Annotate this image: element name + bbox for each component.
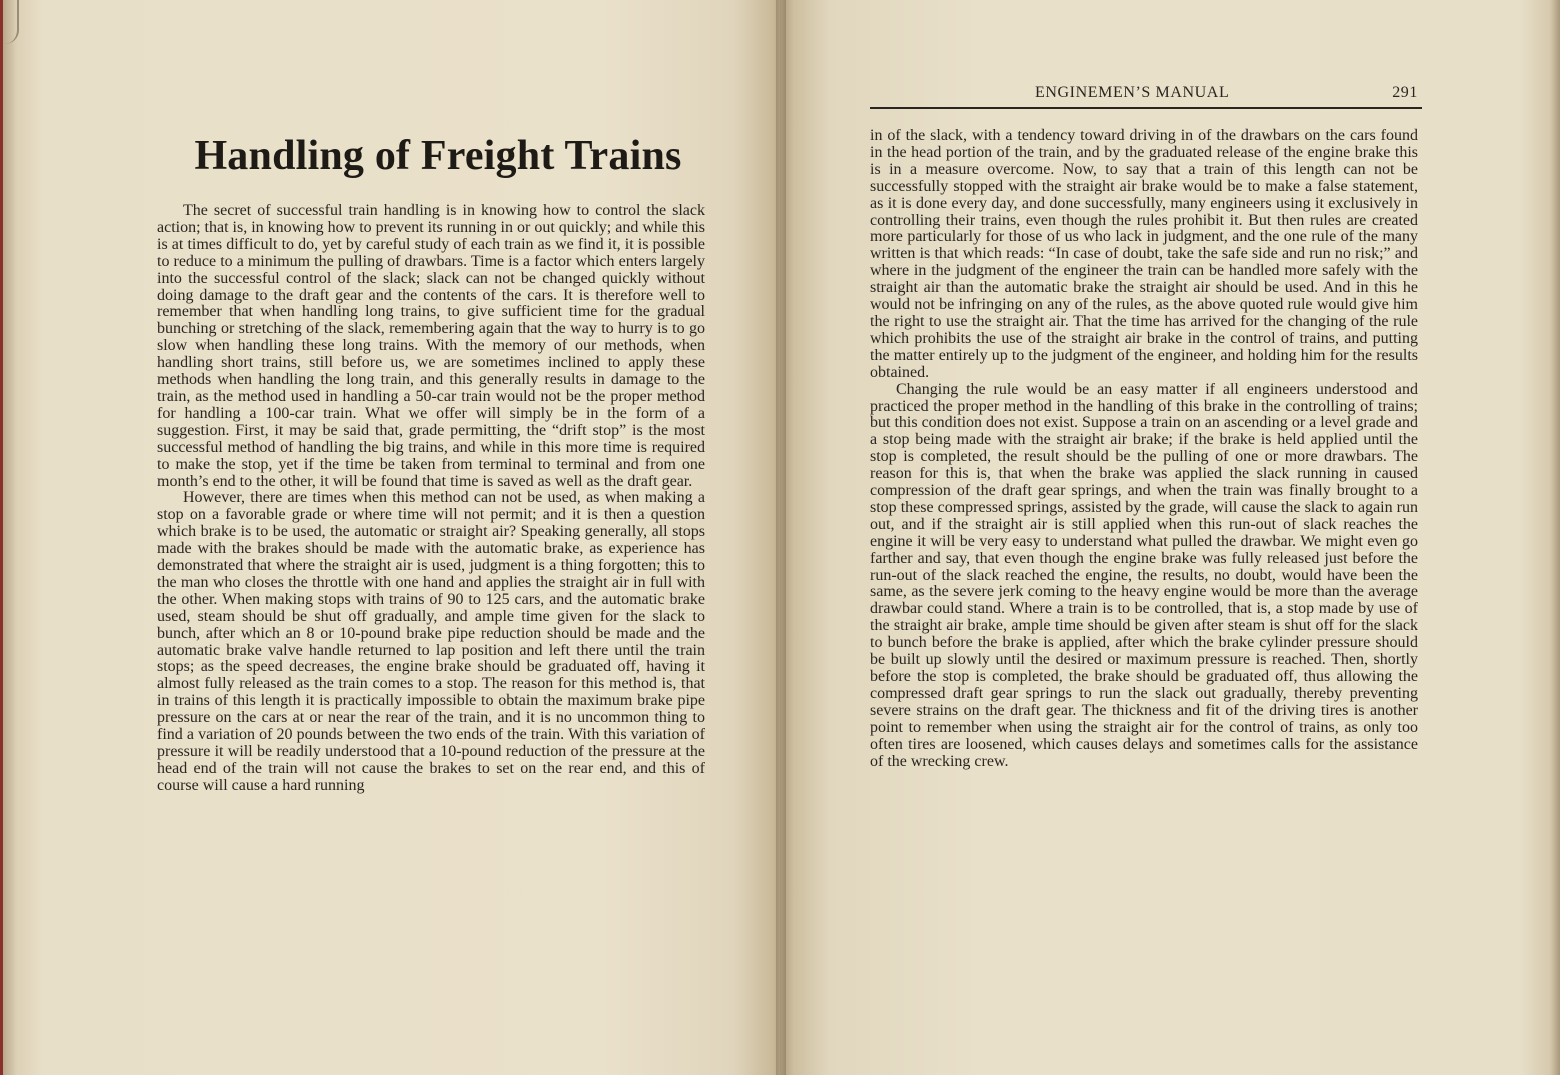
- header-rule: [870, 107, 1422, 109]
- right-page-body: [870, 128, 1418, 770]
- page-corner-mark: [3, 0, 19, 44]
- page-number: 291: [1392, 84, 1418, 101]
- body-paragraph: However, there are times when this method can not be used, as when making a stop on a favorable grade or where time will not permit; and it is then a question which brake is to be used, the automatic or straight air? Speaking generally, all stops made with the brakes should be made with the automatic brake, as experience has demonstrated that where the straight air is used, judgment is a thing forgotten; this to the man who closes the throttle with one hand and applies the straight air in full with the other. When making stops with trains of 90 to 125 cars, and the automatic brake used, steam should be shut off gradually, and ample time given for the slack to bunch, after which an 8 or 10-pound brake pipe reduction should be made and the automatic brake valve handle returned to lap position and left there until the train stops; as the speed decreases, the engine brake should be graduated off, having it almost fully released as the train comes to a stop. The reason for this method is, that in trains of this length it is practically impossible to obtain the maximum brake pipe pressure on the cars at or near the rear of the train, and it is no uncommon thing to find a variation of 20 pounds between the two ends of the train. With this variation of pressure it will be readily understood that a 10-pound reduction of the pressure at the head end of the train will not cause the brakes to set on the rear end, and this of course will cause a hard running: [157, 489, 705, 794]
- running-head-title: ENGINEMEN’S MANUAL: [1035, 84, 1230, 101]
- body-paragraph: The secret of successful train handling is in knowing how to control the slack action; that is, in knowing how to prevent its running in or out quickly; and while this is at times difficult to do, yet by careful study of each train as we find it, it is possible to reduce to a minimum the pulling of drawbars. Time is a factor which enters largely into the successful control of the slack; slack can not be changed quickly without doing damage to the draft gear and the contents of the cars. It is therefore well to remember that when handling long trains, to give sufficient time for the gradual bunching or stretching of the slack, remembering again that the way to hurry is to go slow when handling these long trains. With the memory of our methods, when handling short trains, still before us, we are sometimes inclined to apply these methods when handling the long train, and this generally results in damage to the train, as the method used in handling a 50-car train would not be the proper method for handling a 100-car train. What we offer will simply be in the form of a suggestion. First, it may be said that, grade permitting, the “drift stop” is the most successful method of handling the big trains, and while in this more time is required to make the stop, yet if the time be taken from terminal to terminal and from one month’s end to the other, it will be found that time is saved as well as the draft gear.: [157, 202, 705, 490]
- chapter-title: Handling of Freight Trains: [194, 133, 682, 179]
- body-paragraph: Changing the rule would be an easy matter if all engineers understood and practiced the proper method in the handling of this brake in the controlling of trains; but this condition does not exist. Suppose a train on an ascending or a level grade and a stop being made with the straight air brake; if the brake is held applied until the stop is completed, the result should be the pulling of one or more drawbars. The reason for this is, that when the brake was applied the slack running in caused compression of the draft gear springs, and when the train was finally brought to a stop these compressed springs, assisted by the grade, will cause the slack to again run out, and if the straight air is still applied when this run-out of slack reaches the engine it will be very easy to understand what pulled the drawbar. We might even go farther and say, that even though the engine brake was fully released just before the run-out of the slack reached the engine, the results, no doubt, would have been the same, as the severe jerk coming to the heavy engine would be more than the average drawbar could stand. Where a train is to be controlled, that is, a stop made by use of the straight air brake, ample time should be given after steam is shut off for the slack to bunch before the brake is applied, after which the brake cylinder pressure should be built up slowly until the desired or maximum pressure is reached. Then, shortly before the stop is completed, the brake should be graduated off, thus allowing the compressed draft gear springs to run the slack out gradually, thereby preventing severe strains on the draft gear. The thickness and fit of the driving tires is another point to remember when using the straight air for the control of trains, as only too often tires are loosened, which causes delays and sometimes calls for the assistance of the wrecking crew.: [870, 380, 1418, 770]
- body-paragraph: in of the slack, with a tendency toward driving in of the drawbars on the cars found in the head portion of the train, and by the graduated release of the engine brake this is in a measure overcome. Now, to say that a train of this length can not be successfully stopped with the straight air brake would be to make a false statement, as it is done every day, and done successfully, many engineers using it exclusively in controlling their trains, even though the rules prohibit it. But then rules are created more particularly for those of us who lack in judgment, and the one rule of the many written is that which reads: “In case of doubt, take the safe side and run no risk;” and where in the judgment of the engineer the train can be handled more safely with the straight air than the automatic brake the straight air should be used. And in this he would not be infringing on any of the rules, as the above quoted rule would give him the right to use the straight air. That the time has arrived for the changing of the rule which prohibits the use of the straight air brake in the control of trains, and putting the matter entirely up to the judgment of the engineer, and holding him for the results obtained.: [870, 127, 1418, 381]
- left-page-body: [157, 203, 705, 795]
- running-head: [870, 84, 1418, 106]
- book-gutter: [776, 0, 786, 1075]
